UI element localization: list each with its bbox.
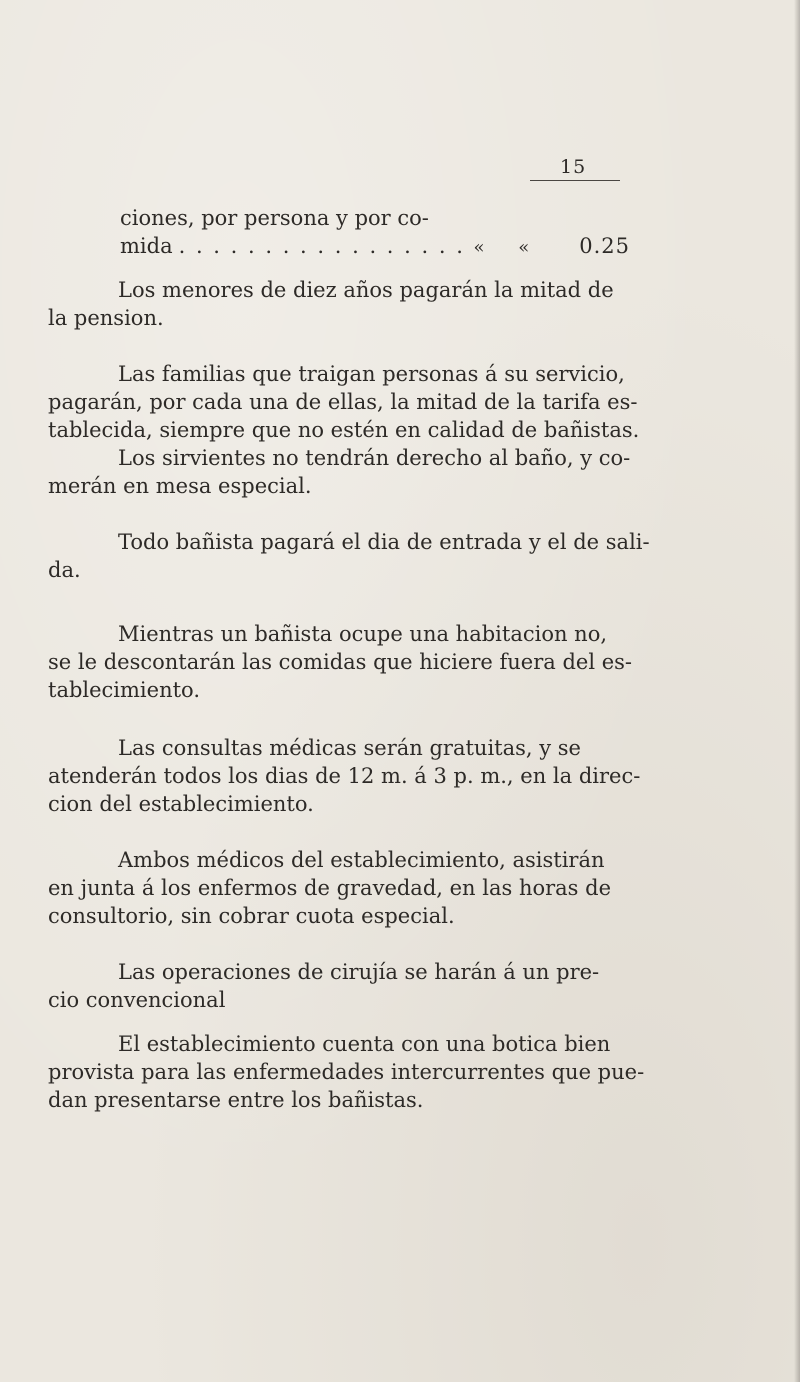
paragraph-line: Las operaciones de cirujía se harán á un pre- [118,960,600,984]
paragraph-line: dan presentarse entre los bañistas. [48,1088,424,1112]
paragraph-line: Los menores de diez años pagarán la mitad de [118,278,614,302]
tariff-label: mida [120,234,173,258]
paragraph-line: tablecida, siempre que no estén en calidad de bañistas. [48,418,640,442]
paragraph-line: Mientras un bañista ocupe una habitacion no, [118,622,608,646]
paragraph-line: la pension. [48,306,164,330]
paragraph-families [48,360,640,500]
page-number: 15 [560,156,587,178]
paragraph-line: merán en mesa especial. [48,474,312,498]
page-edge-shadow [794,0,800,1382]
paragraph-line: consultorio, sin cobrar cuota especial. [48,904,455,928]
paragraph-line: El establecimiento cuenta con una botica bien [118,1032,611,1056]
paragraph-line: provista para las enfermedades intercurrentes que pue- [48,1060,645,1084]
tariff-line-1: ciones, por persona y por co- [120,206,429,230]
paragraph-line: atenderán todos los dias de 12 m. á 3 p. m., en la direc- [48,764,641,788]
paragraph-line: da. [48,558,81,582]
paragraph-consultations [48,734,641,818]
paragraph-line: Las familias que traigan personas á su servicio, [118,362,625,386]
dot-leaders [179,232,468,260]
ditto-marks: « « [473,237,544,258]
page-number-rule [530,180,620,181]
paragraph-doctors [48,846,626,930]
paragraph-line: Ambos médicos del establecimiento, asistirán [118,848,605,872]
paragraph-line: pagarán, por cada una de ellas, la mitad de la tarifa es- [48,390,638,414]
paragraph-minors [48,276,626,332]
paragraph-line: en junta á los enfermos de gravedad, en las horas de [48,876,611,900]
paragraph-line: Todo bañista pagará el dia de entrada y el de sali- [118,530,650,554]
paragraph-entry-day [48,528,650,584]
paragraph-room-meals [48,620,633,704]
paragraph-line: cio convencional [48,988,226,1012]
tariff-price: 0.25 [579,234,630,258]
paragraph-pharmacy [48,1030,645,1114]
paragraph-line: tablecimiento. [48,678,200,702]
paragraph-line: Los sirvientes no tendrán derecho al baño, y co- [118,446,631,470]
paragraph-line: se le descontarán las comidas que hiciere fuera del es- [48,650,633,674]
paragraph-surgery [48,958,626,1014]
paragraph-line: Las consultas médicas serán gratuitas, y se [118,736,581,760]
tariff-line-2 [120,232,630,262]
tariff-entry [120,204,630,262]
paragraph-line: cion del establecimiento. [48,792,314,816]
